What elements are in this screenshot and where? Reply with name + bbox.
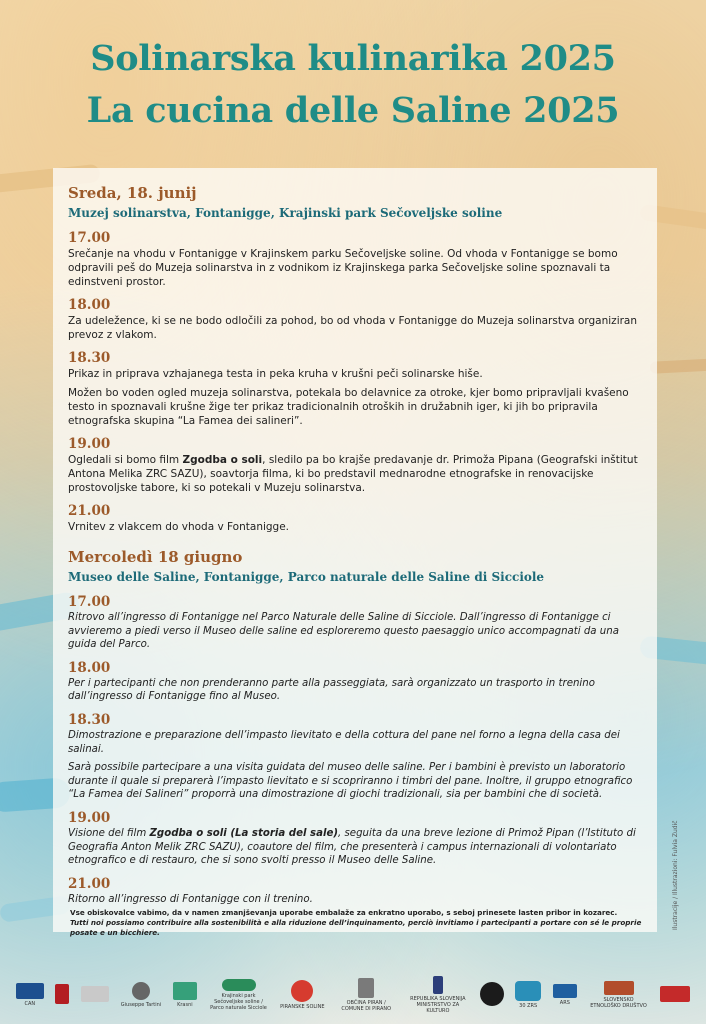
logo-text: ARS [559, 1000, 570, 1006]
logo-text: SLOVENSKO ETNOLOŠKO DRUŠTVO [590, 997, 647, 1009]
page-title-italian: La cucina delle Saline 2025 [86, 90, 620, 131]
description-text: , sledilo pa bo krajše predavanje dr. Primoža Pipana (Geografski inštitut Antona Melika ZRC SAZU), soavtorja filma, ki bo predstavil mednarodne etnografske in renovacijske prostovoljske tabore, ki so potekali v Muzeju solinarstva. [68, 454, 638, 494]
schedule-description: Ritorno all’ingresso di Fontanigge con il trenino. [68, 893, 313, 905]
schedule-description: Vrnitev z vlakcem do vhoda v Fontanigge. [68, 521, 290, 533]
schedule-time: 17.00 [68, 594, 111, 610]
schedule-description: Srečanje na vhodu v Fontanigge v Krajinskem parku Sečoveljske soline. Od vhoda v Fontanigge se bomo odpravili peš do Muzeja solinarstva in z vodnikom iz Krajinskega parka Sečoveljske soline spoznavali ta edinstveni prostor. [68, 248, 618, 288]
schedule-item [68, 660, 643, 704]
sponsor-logo [553, 984, 577, 1006]
logo-mark [480, 982, 504, 1006]
footnote-slovenian: Vse obiskovalce vabimo, da v namen zmanjševanja uporabe embalaže za enkratno uporabo, s seboj prinesete lasten pribor in kozarec. [70, 908, 618, 917]
sponsor-logo [209, 979, 269, 1011]
sponsor-logo [280, 980, 324, 1010]
footnote [70, 908, 650, 938]
logo-mark [433, 976, 443, 994]
schedule-time: 18.30 [68, 711, 111, 728]
sponsor-logo [480, 982, 504, 1008]
logo-mark [81, 986, 109, 1002]
logo-mark [291, 980, 313, 1002]
film-title: Zgodba o soli [182, 454, 263, 466]
slovenian-program [68, 184, 643, 534]
schedule-time: 17.00 [68, 230, 111, 246]
logo-text: CAN [24, 1001, 36, 1007]
logo-text: 30 ZRS [519, 1003, 538, 1009]
schedule-description: Dimostrazione e preparazione dell’impasto lievitato e della cottura del pane nel forno a legna della casa dei salinai. [68, 729, 620, 755]
event-venue: Muzej solinarstva, Fontanigge, Krajinski park Sečoveljske soline [68, 206, 503, 220]
logo-mark [173, 982, 197, 1000]
schedule-description [68, 453, 643, 495]
logo-text: OBČINA PIRAN / COMUNE DI PIRANO [341, 1000, 392, 1012]
logo-text: Giuseppe Tartini [120, 1002, 162, 1008]
logo-text: Krasni [177, 1002, 193, 1008]
event-date: Mercoledì 18 giugno [68, 548, 243, 566]
logo-mark [222, 979, 256, 991]
italian-program [68, 548, 643, 906]
schedule-list [68, 594, 643, 906]
schedule-time: 21.00 [68, 503, 111, 519]
schedule-description: Prikaz in priprava vzhajanega testa in peka kruha v krušni peči solinarske hiše. [68, 368, 483, 380]
logo-mark [16, 983, 44, 999]
logo-mark [660, 986, 690, 1002]
program-content [68, 176, 643, 914]
page-title-slovenian: Solinarska kulinarika 2025 [90, 38, 616, 79]
logo-text: PIRANSKE SOLINE [280, 1004, 325, 1010]
schedule-description: Možen bo voden ogled muzeja solinarstva, potekala bo delavnice za otroke, kjer bomo pripravljali kvašeno testo in spoznavali krušne žige ter prikaz tradicionalnih otroških in družabnih iger, ki jih bo pripravila etnografska skupina “La Famea dei salineri”. [68, 387, 629, 427]
schedule-item [68, 876, 643, 907]
sponsor-logos [0, 966, 706, 1024]
logo-mark [358, 978, 374, 998]
description-text: Ogledali si bomo film [68, 454, 183, 466]
logo-mark [553, 984, 577, 998]
schedule-item [68, 810, 643, 868]
sponsor-logo [589, 981, 649, 1009]
schedule-description [68, 827, 643, 868]
sponsor-logo [55, 984, 69, 1006]
event-date: Sreda, 18. junij [68, 184, 197, 202]
sponsor-logo [16, 983, 44, 1007]
description-text: Visione del film [68, 827, 150, 839]
illustration-credit: Ilustracije / Illustrazioni: Fulvia Zudič [672, 820, 679, 930]
sponsor-logo [408, 976, 468, 1014]
sponsor-logo [336, 978, 396, 1012]
schedule-description: Sarà possibile partecipare a una visita guidata del museo delle saline. Per i bambini è previsto un laboratorio durante il quale si preparerà l’impasto lievitato e si scopriranno i timbri del pane. Inoltre, il gruppo etnografico “La Famea dei Salineri” proporrà una dimostrazione di giochi tradizionali, sia per bambini che di società. [68, 762, 633, 801]
schedule-item [68, 503, 643, 534]
schedule-time: 18.30 [68, 350, 111, 366]
logo-mark [604, 981, 634, 995]
schedule-time: 18.00 [68, 297, 111, 313]
schedule-time: 18.00 [68, 659, 111, 676]
footnote-italian: Tutti noi possiamo contribuire alla sostenibilità e alla riduzione dell’inquinamento, perciò invitiamo i partecipanti a portare con sé le proprie posate e un bicchiere. [70, 918, 642, 937]
schedule-item [68, 594, 643, 652]
schedule-time: 21.00 [68, 875, 111, 892]
sponsor-logo [173, 982, 197, 1008]
logo-mark [55, 984, 69, 1004]
description-text: , seguita da una breve lezione di Primož Pipan (l’Istituto di Geografia Anton Melik ZRC SAZU), coautore del film, che presenterà i campus internazionali di volontariato etnografico e di restauro, che si sono svolti presso il Museo delle Saline. [68, 827, 636, 867]
sponsor-logo [515, 981, 541, 1009]
schedule-time: 19.00 [68, 809, 111, 826]
schedule-item [68, 712, 643, 802]
sponsor-logo [121, 982, 161, 1008]
schedule-description: Ritrovo all’ingresso di Fontanigge nel Parco Naturale delle Saline di Sicciole. Dall’ingresso di Fontanigge ci avvieremo a piedi verso il Museo delle saline ed esploreremo questo paesaggio unico accompagnati da una guida del Parco. [68, 612, 619, 651]
schedule-item [68, 230, 643, 289]
logo-mark [515, 981, 541, 1001]
film-title: Zgodba o soli (La storia del sale) [149, 827, 339, 839]
schedule-item [68, 436, 643, 495]
sponsor-logo [81, 986, 109, 1004]
schedule-list [68, 230, 643, 534]
paint-stroke [650, 358, 706, 374]
schedule-description: Per i partecipanti che non prenderanno parte alla passeggiata, sarà organizzato un trasporto in trenino dall’ingresso di Fontanigge fino al Museo. [68, 677, 595, 703]
schedule-item [68, 350, 643, 428]
event-venue: Museo delle Saline, Fontanigge, Parco naturale delle Saline di Sicciole [68, 570, 545, 584]
schedule-time: 19.00 [68, 436, 111, 452]
schedule-description: Za udeležence, ki se ne bodo odločili za pohod, bo od vhoda v Fontanigge do Muzeja solinarstva organiziran prevoz z vlakom. [68, 315, 638, 341]
schedule-item [68, 297, 643, 342]
logo-mark [132, 982, 150, 1000]
logo-text: REPUBLIKA SLOVENIJA MINISTRSTVO ZA KULTURO [410, 996, 466, 1014]
sponsor-logo [660, 986, 690, 1004]
logo-text: Krajinski park Sečoveljske soline / Parco naturale Sicciole [210, 993, 267, 1011]
